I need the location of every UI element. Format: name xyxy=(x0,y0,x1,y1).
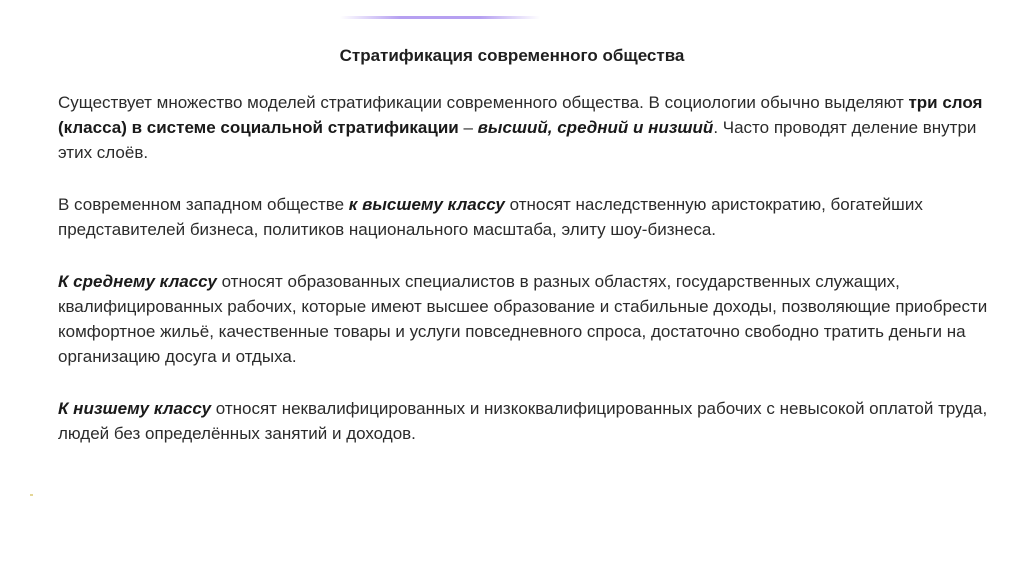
paragraph-intro-text-2: . Часто проводят деление внутри этих слоёв. xyxy=(58,118,977,162)
page-title: Стратификация современного общества xyxy=(339,46,685,65)
decorative-dot xyxy=(30,494,33,496)
paragraph-upper-text-2: относят наследственную аристократию, богатейших представителей бизнеса, политиков национального масштаба, элиту шоу-бизнеса. xyxy=(58,195,923,239)
paragraph-intro-classes: высший, средний и низший xyxy=(477,118,714,137)
paragraph-upper-term: к высшему классу xyxy=(348,195,505,214)
paragraph-middle-class xyxy=(58,269,988,369)
paragraph-intro-bold: три слоя (класса) в системе социальной стратификации xyxy=(58,93,983,137)
slide-body xyxy=(58,90,988,473)
paragraph-middle-term: К среднему классу xyxy=(58,272,217,291)
paragraph-lower-text: относят неквалифицированных и низкоквалифицированных рабочих с невысокой оплатой труда, людей без определённых занятий и доходов. xyxy=(58,399,988,443)
paragraph-intro-text-1: Существует множество моделей стратификации современного общества. В социологии обычно выделяют xyxy=(58,93,909,112)
paragraph-intro xyxy=(58,90,988,165)
accent-line xyxy=(340,16,540,19)
paragraph-lower-class xyxy=(58,396,988,446)
paragraph-upper-text-1: В современном западном обществе xyxy=(58,195,349,214)
paragraph-intro-dash: – xyxy=(458,118,478,137)
paragraph-middle-text: относят образованных специалистов в разных областях, государственных служащих, квалифицированных рабочих, которые имеют высшее образование и стабильные доходы, позволяющие приобрести комфортное жильё, качественные товары и услуги повседневного спроса, достаточно свободно тратить деньги на организацию досуга и отдыха. xyxy=(58,272,988,366)
paragraph-lower-term: К низшему классу xyxy=(58,399,212,418)
paragraph-upper-class xyxy=(58,192,988,242)
